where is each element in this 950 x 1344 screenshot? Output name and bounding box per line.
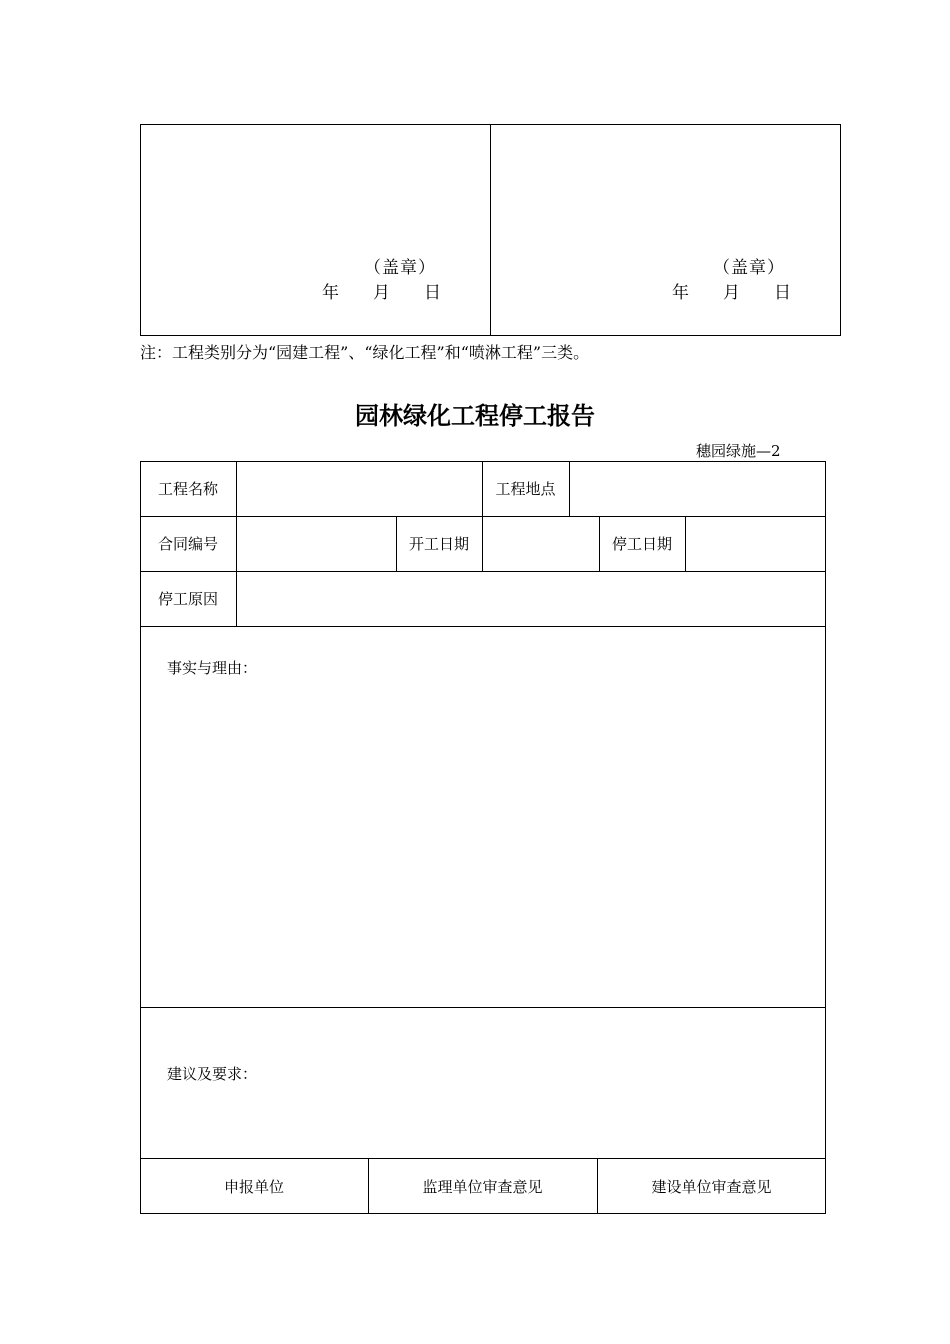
- start-date-field[interactable]: [483, 517, 599, 571]
- stop-reason-label: 停工原因: [157, 590, 218, 608]
- applicant-label: 申报单位: [223, 1177, 284, 1196]
- facts-label: 事实与理由：: [167, 659, 258, 677]
- signature-table-divider: [490, 124, 491, 336]
- category-note: 注：工程类别分为“园建工程”、“绿化工程”和“喷淋工程”三类。: [140, 343, 590, 362]
- supervisor-opinion-label: 监理单位审查意见: [422, 1177, 543, 1196]
- project-name-field[interactable]: [237, 462, 482, 516]
- project-name-label: 工程名称: [157, 480, 218, 498]
- stop-date-field[interactable]: [686, 517, 825, 571]
- project-site-field[interactable]: [570, 462, 825, 516]
- project-site-label: 工程地点: [495, 480, 556, 498]
- stop-reason-field[interactable]: [237, 572, 825, 626]
- left-seal-label: （盖章）: [364, 258, 436, 278]
- stop-date-label: 停工日期: [611, 535, 672, 553]
- row-line-3: [140, 626, 826, 627]
- contract-no-field[interactable]: [237, 517, 396, 571]
- suggestion-label: 建议及要求：: [167, 1065, 258, 1083]
- row-line-4: [140, 1007, 826, 1008]
- right-seal-label: （盖章）: [713, 258, 785, 278]
- form-code: 穗园绿施—2: [696, 442, 781, 460]
- left-date-label: 年 月 日: [322, 283, 441, 303]
- owner-opinion-label: 建设单位审查意见: [651, 1177, 772, 1196]
- report-title: 园林绿化工程停工报告: [355, 402, 595, 430]
- contract-no-label: 合同编号: [157, 535, 218, 553]
- right-date-label: 年 月 日: [672, 283, 791, 303]
- start-date-label: 开工日期: [408, 535, 469, 553]
